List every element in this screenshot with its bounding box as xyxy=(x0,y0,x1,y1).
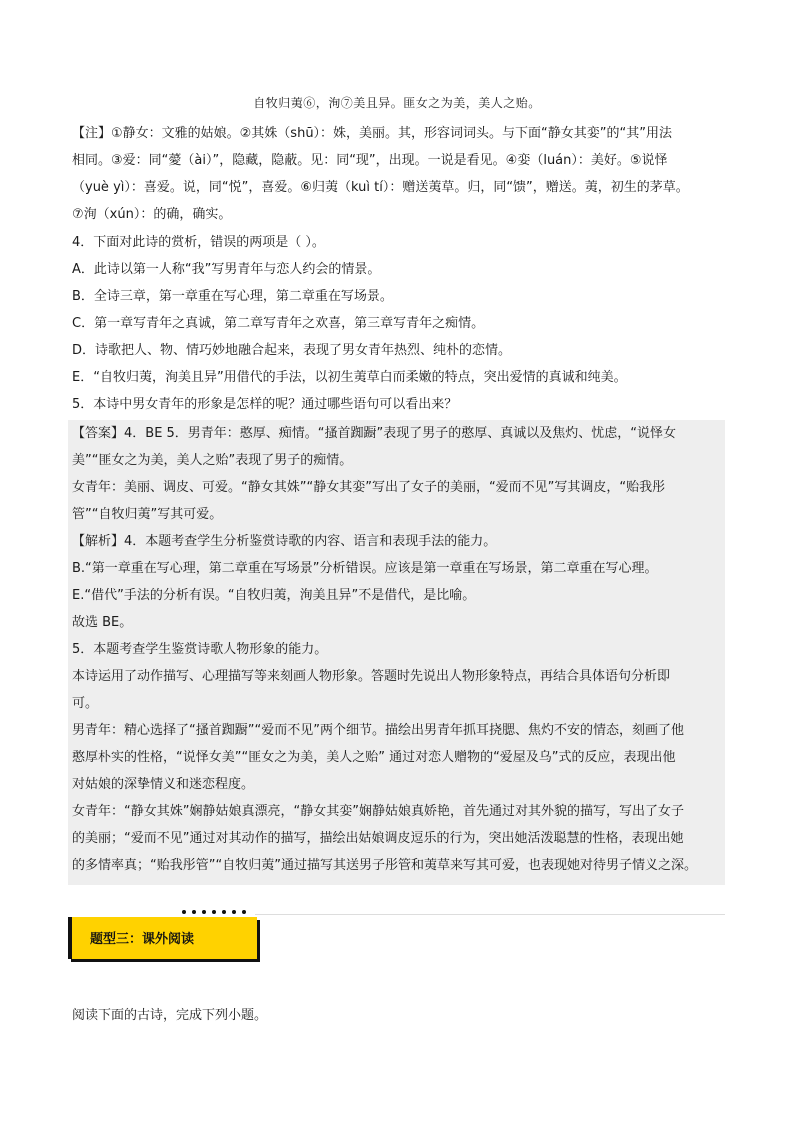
section-banner xyxy=(68,917,253,959)
analysis-line: 的多情率真；“贻我彤管”“自牧归荑”通过描写其送男子彤管和荑草来写其可爱，也表现她对待男子情义之深。 xyxy=(72,858,697,873)
analysis-line: 故选 BE。 xyxy=(72,615,133,630)
analysis-line: 可。 xyxy=(72,696,99,711)
analysis-line: E.“借代”手法的分析有误。“自牧归荑，洵美且异”不是借代，是比喻。 xyxy=(72,588,476,603)
poem-line: 自牧归荑⑥，洵⑦美且异。匪女之为美，美人之贻。 xyxy=(253,96,541,110)
analysis-line: 男青年：精心选择了“搔首踟蹰”“爱而不见”两个细节。描绘出男青年抓耳挠腮、焦灼不安的情态，刻画了他 xyxy=(72,723,684,738)
option-a: A．此诗以第一人称“我”写男青年与恋人约会的情景。 xyxy=(72,262,381,277)
analysis-line: 憨厚朴实的性格，“说怿女美”“匪女之为美，美人之贻” 通过对恋人赠物的“爱屋及乌”式的反应，表现出他 xyxy=(72,750,676,765)
answer-line: 【答案】4．BE 5．男青年：憨厚、痴情。“搔首踟蹰”表现了男子的憨厚、真诚以及焦灼、忧虑，“说怿女 xyxy=(72,426,677,441)
notes-block xyxy=(72,120,727,228)
notes-line: ⑦洵（xún）：的确，确实。 xyxy=(72,207,232,222)
analysis-line: 对姑娘的深挚情义和迷恋程度。 xyxy=(72,777,255,792)
question-5-stem: 5．本诗中男女青年的形象是怎样的呢？通过哪些语句可以看出来？ xyxy=(72,397,458,412)
answer-line: 管”“自牧归荑”写其可爱。 xyxy=(72,507,223,522)
banner-dots-decoration xyxy=(180,908,250,916)
option-b: B．全诗三章，第一章重在写心理，第二章重在写场景。 xyxy=(72,289,393,304)
notes-line: 相同。③爱：同“薆（ài）”，隐藏，隐蔽。见：同“现”，出现。一说是看见。④娈（luán）：美好。⑤说怿 xyxy=(72,153,668,168)
reading-intro-text: 阅读下面的古诗，完成下列小题。 xyxy=(72,1008,268,1023)
analysis-line: 女青年：“静女其姝”娴静姑娘真漂亮，“静女其娈”娴静姑娘真娇艳，首先通过对其外貌的描写，写出了女子 xyxy=(72,804,684,819)
section-banner-title: 题型三：课外阅读 xyxy=(90,932,195,947)
option-e: E．“自牧归荑，洵美且异”用借代的手法，以初生荑草白而柔嫩的特点，突出爱情的真诚和纯美。 xyxy=(72,370,627,385)
question-4-stem: 4．下面对此诗的赏析，错误的两项是（ ）。 xyxy=(72,235,325,250)
notes-line: （yuè yì）：喜爱。说，同“悦”，喜爱。⑥归荑（kuì tí）：赠送荑草。归，同“馈”，赠送。荑，初生的茅草。 xyxy=(72,180,689,195)
analysis-line: 【解析】4．本题考查学生分析鉴赏诗歌的内容、语言和表现手法的能力。 xyxy=(72,534,497,549)
option-c: C．第一章写青年之真诚，第二章写青年之欢喜，第三章写青年之痴情。 xyxy=(72,316,485,331)
analysis-line: 本诗运用了动作描写、心理描写等来刻画人物形象。答题时先说出人物形象特点，再结合具体语句分析即 xyxy=(72,669,671,684)
analysis-line: B.“第一章重在写心理，第二章重在写场景”分析错误。应该是第一章重在写场景，第二章重在写心理。 xyxy=(72,561,658,576)
answer-analysis-block xyxy=(72,420,727,879)
notes-line: 【注】①静女：文雅的姑娘。②其姝（shū）：姝，美丽。其，形容词词头。与下面“静女其娈”的“其”用法 xyxy=(72,126,673,141)
option-d: D．诗歌把人、物、情巧妙地融合起来，表现了男女青年热烈、纯朴的恋情。 xyxy=(72,343,512,358)
reading-intro xyxy=(72,1002,727,1029)
question-4 xyxy=(72,229,727,418)
answer-line: 女青年：美丽、调皮、可爱。“静女其姝”“静女其娈”写出了女子的美丽，“爱而不见”写其调皮，“贻我彤 xyxy=(72,480,666,495)
answer-line: 美”“匪女之为美，美人之贻”表现了男子的痴情。 xyxy=(72,453,353,468)
section-divider xyxy=(255,914,725,915)
analysis-line: 5．本题考查学生鉴赏诗歌人物形象的能力。 xyxy=(72,642,328,657)
analysis-line: 的美丽；“爱而不见”通过对其动作的描写，描绘出姑娘调皮逗乐的行为，突出她活泼聪慧的性格，表现出她 xyxy=(72,831,684,846)
